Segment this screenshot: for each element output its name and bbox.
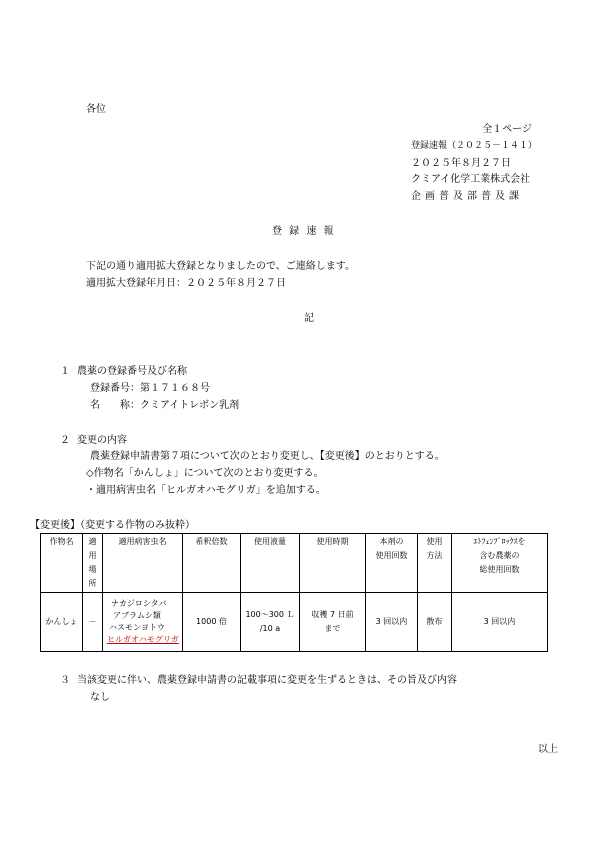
header-dilution: 希釈倍数 <box>183 534 241 593</box>
company-name: クミアイ化学工業株式会社 <box>411 174 531 185</box>
registration-table <box>40 533 548 652</box>
product-name-label: 名 称： <box>90 400 140 411</box>
section-2-line-2: ◇作物名「かんしょ」について次のとおり変更する。 <box>86 468 324 479</box>
intro-line-1: 下記の通り適用拡大登録となりましたので、ご連絡します。 <box>86 261 355 272</box>
cell-crop: かんしょ <box>41 593 83 652</box>
pest-item: ハスモンヨトウ <box>109 623 165 632</box>
header-place: 適用 場所 <box>83 534 103 593</box>
header-timing: 使用時期 <box>300 534 366 593</box>
product-name-row <box>90 396 239 411</box>
pest-item-added: ヒルガオハモグリガ <box>107 635 179 644</box>
registration-number: 登録番号：第１７１６８号 <box>90 383 210 394</box>
issue-date: ２０２５年８月２７日 <box>411 158 511 169</box>
section-3-number: ３ <box>60 675 70 686</box>
cell-count: 3 回以内 <box>366 593 418 652</box>
section-2-heading: 変更の内容 <box>77 435 127 446</box>
document-title: 登 録 速 報 <box>272 226 336 237</box>
cell-pests <box>103 593 183 652</box>
closing-mark: 以上 <box>538 744 558 755</box>
department-name: 企画普及部普及課 <box>411 191 523 202</box>
cell-method: 散布 <box>418 593 452 652</box>
section-1-heading: 農薬の登録番号及び名称 <box>77 366 187 377</box>
section-3-value: なし <box>90 692 110 703</box>
recipient: 各位 <box>86 104 106 115</box>
header-crop: 作物名 <box>41 534 83 593</box>
header-count: 本剤の 使用回数 <box>366 534 418 593</box>
page-count: 全１ページ <box>482 124 532 135</box>
cell-dilution: 1000 倍 <box>183 593 241 652</box>
ki-mark: 記 <box>304 313 314 324</box>
header-total: ｴﾄﾌｪﾝﾌﾟﾛｯｸｽを 含む農薬の 総使用回数 <box>452 534 548 593</box>
intro-line-2: 適用拡大登録年月日：２０２５年８月２７日 <box>86 278 286 289</box>
cell-total: 3 回以内 <box>452 593 548 652</box>
section-2-line-3: ・適用病害虫名「ヒルガオハモグリガ」を追加する。 <box>86 485 326 496</box>
header-pest: 適用病害虫名 <box>103 534 183 593</box>
section-1-number: １ <box>60 366 70 377</box>
header-volume: 使用液量 <box>241 534 300 593</box>
product-name-value: クミアイトレボン乳剤 <box>140 400 240 411</box>
section-3-heading: 当該変更に伴い、農薬登録申請書の記載事項に変更を生ずるときは、その旨及び内容 <box>77 675 457 686</box>
pest-item: ナカジロシタバ <box>111 599 167 608</box>
cell-timing: 収穫 7 日前 まで <box>300 593 366 652</box>
table-header-row <box>41 534 548 593</box>
table-caption: 【変更後】（変更する作物のみ抜粋） <box>30 520 195 531</box>
section-2-number: ２ <box>60 435 70 446</box>
bulletin-number: 登録速報（２０２５－１４１） <box>411 141 538 151</box>
section-2-line-1: 農薬登録申請書第７項について次のとおり変更し、【変更後】のとおりとする。 <box>90 451 445 462</box>
header-method: 使用 方法 <box>418 534 452 593</box>
table-row <box>41 593 548 652</box>
cell-volume: 100～300 Ｌ /10 a <box>241 593 300 652</box>
pest-item: アブラムシ類 <box>113 611 161 620</box>
cell-place: － <box>83 593 103 652</box>
